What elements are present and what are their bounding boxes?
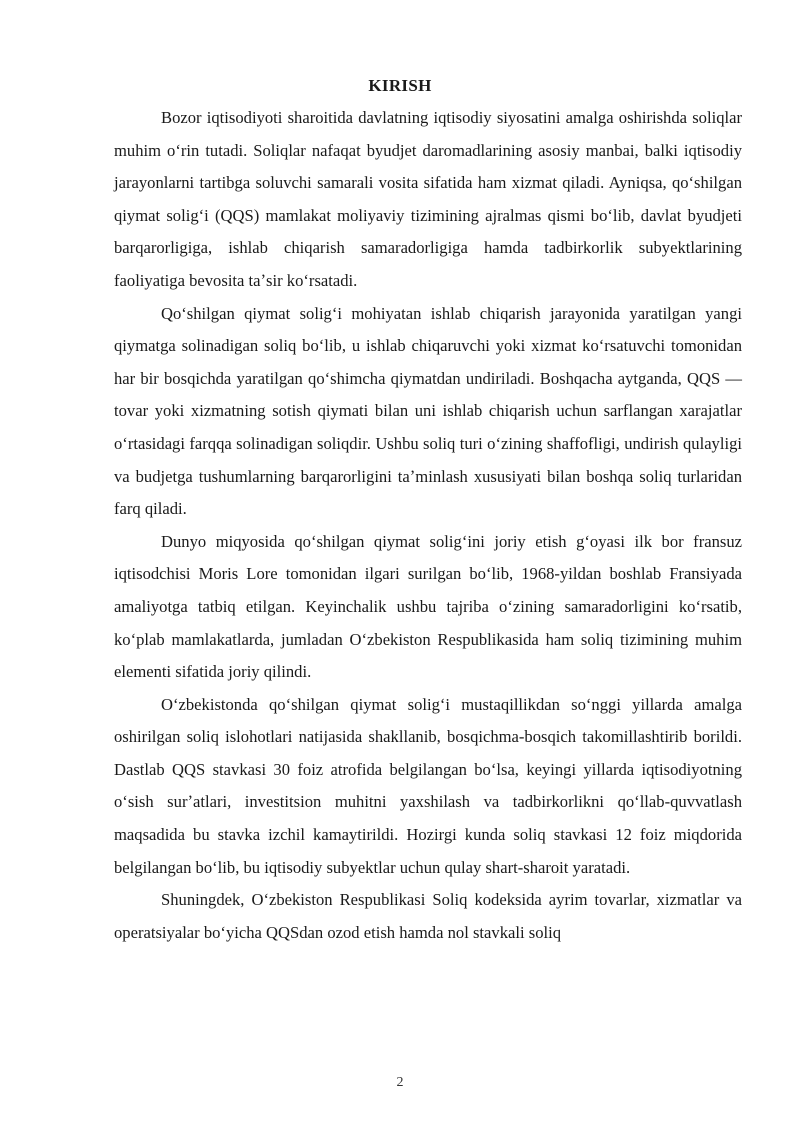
page-title: KIRISH xyxy=(368,76,432,95)
paragraph-2: Qoʻshilgan qiymat soligʻi mohiyatan ishlab chiqarish jarayonida yaratilgan yangi qiymatga solinadigan soliq boʻlib, u ishlab chiqaruvchi yoki xizmat koʻrsatuvchi tomonidan har bir bosqichda yaratilgan qoʻshimcha qiymatdan undiriladi. Boshqacha aytganda, QQS — tovar yoki xizmatning sotish qiymati bilan uni ishlab chiqarish uchun sarflangan xarajatlar oʻrtasidagi farqqa solinadigan soliqdir. Ushbu soliq turi oʻzining shaffofligi, undirish qulayligi va budjetga tushumlarning barqarorligini taʼminlash xususiyati bilan boshqa soliq turlaridan farq qiladi. xyxy=(114,303,742,519)
page-number: 2 xyxy=(396,1075,404,1090)
paragraph-4: Oʻzbekistonda qoʻshilgan qiymat soligʻi mustaqillikdan soʻnggi yillarda amalga oshirilgan soliq islohotlari natijasida shakllanib, bosqichma-bosqich takomillashtirib borildi. Dastlab QQS stavkasi 30 foiz atrofida belgilangan boʻlsa, keyingi yillarda iqtisodiyotning oʻsish surʼatlari, investitsion muhitni yaxshilash va tadbirkorlikni qoʻllab-quvvatlash maqsadida bu stavka izchil kamaytirildi. Hozirgi kunda soliq stavkasi 12 foiz miqdorida belgilangan boʻlib, bu iqtisodiy subyektlar uchun qulay shart-sharoit yaratadi. xyxy=(114,694,742,877)
paragraph-3: Dunyo miqyosida qoʻshilgan qiymat soligʻini joriy etish gʻoyasi ilk bor fransuz iqtisodchisi Moris Lore tomonidan ilgari surilgan boʻlib, 1968-yildan boshlab Fransiyada amaliyotga tatbiq etilgan. Keyinchalik ushbu tajriba oʻzining samaradorligini koʻrsatib, koʻplab mamlakatlarda, jumladan Oʻzbekiston Respublikasida ham soliq tizimining muhim elementi sifatida joriy qilindi. xyxy=(114,531,742,682)
paragraph-1: Bozor iqtisodiyoti sharoitida davlatning iqtisodiy siyosatini amalga oshirishda soliqlar muhim oʻrin tutadi. Soliqlar nafaqat byudjet daromadlarining asosiy manbai, balki iqtisodiy jarayonlarni tartibga soluvchi samarali vosita sifatida ham xizmat qiladi. Ayniqsa, qoʻshilgan qiymat soligʻi (QQS) mamlakat moliyaviy tizimining ajralmas qismi boʻlib, davlat byudjeti barqarorligiga, ishlab chiqarish samaradorligiga hamda tadbirkorlik subyektlarining faoliyatiga bevosita taʼsir koʻrsatadi. xyxy=(114,108,742,290)
body-text xyxy=(114,102,742,949)
paragraph-5: Shuningdek, Oʻzbekiston Respublikasi Soliq kodeksida ayrim tovarlar, xizmatlar va operatsiyalar boʻyicha QQSdan ozod etish hamda nol stavkali soliq xyxy=(114,890,742,942)
